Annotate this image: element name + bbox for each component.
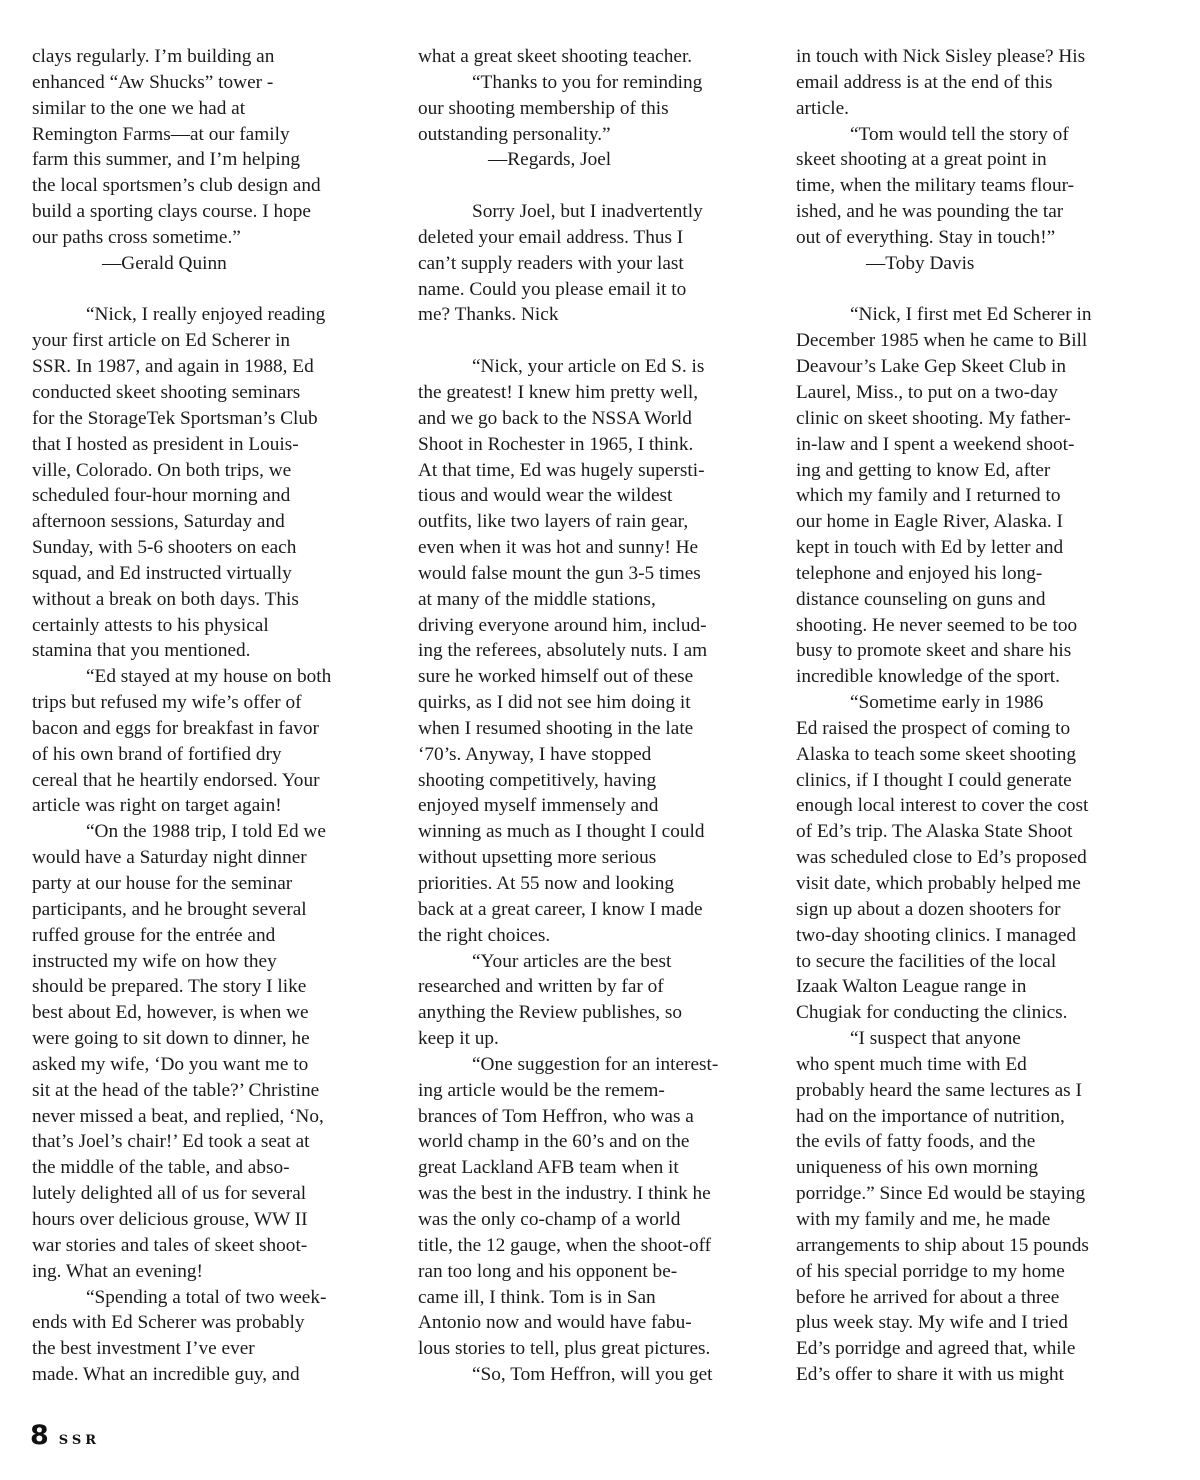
text-line: bacon and eggs for breakfast in favor: [32, 717, 319, 739]
text-line: researched and written by far of: [418, 976, 664, 998]
text-line: lous stories to tell, plus great pictures.: [418, 1338, 711, 1360]
text-line: at many of the middle stations,: [418, 588, 656, 610]
text-line: without a break on both days. This: [32, 588, 299, 610]
text-line: sit at the head of the table?’ Christine: [32, 1079, 320, 1101]
text-line: clinics, if I thought I could generate: [796, 769, 1072, 791]
text-line: time, when the military teams flour-: [796, 175, 1075, 197]
text-line: the greatest! I knew him pretty well,: [418, 381, 699, 403]
text-line: “Sometime early in 1986: [850, 692, 1044, 714]
text-line: brances of Tom Heffron, who was a: [418, 1105, 694, 1127]
text-line: arrangements to ship about 15 pounds: [796, 1234, 1089, 1256]
text-line: two-day shooting clinics. I managed: [796, 924, 1077, 946]
text-line: farm this summer, and I’m helping: [32, 149, 301, 171]
text-line: clays regularly. I’m building an: [32, 46, 275, 67]
text-line: sure he worked himself out of these: [418, 666, 694, 688]
text-line: was the best in the industry. I think he: [418, 1183, 711, 1205]
text-line: outstanding personality.”: [418, 123, 611, 145]
text-line: our shooting membership of this: [418, 97, 669, 119]
text-line: the evils of fatty foods, and the: [796, 1131, 1036, 1153]
text-line: came ill, I think. Tom is in San: [418, 1286, 656, 1308]
text-line: keep it up.: [418, 1028, 499, 1050]
text-line: hours over delicious grouse, WW II: [32, 1208, 308, 1230]
text-line: incredible knowledge of the sport.: [796, 666, 1060, 688]
text-line: should be prepared. The story I like: [32, 976, 307, 998]
paragraph-gap: [32, 277, 394, 303]
page-number: 8: [30, 1420, 49, 1451]
text-line: tious and would wear the wildest: [418, 485, 673, 507]
text-line: cereal that he heartily endorsed. Your: [32, 769, 320, 791]
paragraph-gap: [418, 328, 774, 354]
text-line: name. Could you please email it to: [418, 278, 687, 300]
text-line: At that time, Ed was hugely supersti-: [418, 459, 705, 481]
text-line: out of everything. Stay in touch!”: [796, 226, 1056, 248]
text-line: Deavour’s Lake Gep Skeet Club in: [796, 356, 1067, 378]
text-line: the local sportsmen’s club design and: [32, 175, 321, 197]
text-line: the right choices.: [418, 924, 551, 946]
text-line: Remington Farms—at our family: [32, 123, 290, 145]
text-line: without upsetting more serious: [418, 847, 657, 869]
text-line: ing the referees, absolutely nuts. I am: [418, 640, 708, 662]
text-line: and we go back to the NSSA World: [418, 407, 692, 429]
text-line: that I hosted as president in Louis-: [32, 433, 299, 455]
text-line: outfits, like two layers of rain gear,: [418, 511, 689, 533]
text-line: build a sporting clays course. I hope: [32, 201, 311, 223]
text-line: of Ed’s trip. The Alaska State Shoot: [796, 821, 1073, 843]
text-line: war stories and tales of skeet shoot-: [32, 1234, 308, 1256]
text-line: before he arrived for about a three: [796, 1286, 1060, 1308]
text-line: similar to the one we had at: [32, 97, 246, 119]
text-line: distance counseling on guns and: [796, 588, 1046, 610]
text-line: title, the 12 gauge, when the shoot-off: [418, 1234, 712, 1256]
text-line: “Nick, I really enjoyed reading: [86, 304, 326, 326]
text-line: had on the importance of nutrition,: [796, 1105, 1065, 1127]
text-line: afternoon sessions, Saturday and: [32, 511, 285, 533]
magazine-name: SSR: [58, 1433, 101, 1448]
text-line: were going to sit down to dinner, he: [32, 1028, 310, 1050]
text-line: in-law and I spent a weekend shoot-: [796, 433, 1075, 455]
text-line: your first article on Ed Scherer in: [32, 330, 291, 352]
text-line: stamina that you mentioned.: [32, 640, 251, 662]
text-line: Sunday, with 5-6 shooters on each: [32, 537, 297, 559]
text-line: Laurel, Miss., to put on a two-day: [796, 381, 1058, 403]
text-line: even when it was hot and sunny! He: [418, 537, 699, 559]
text-line: made. What an incredible guy, and: [32, 1364, 300, 1386]
text-line: Antonio now and would have fabu-: [418, 1312, 692, 1334]
text-line: ing. What an evening!: [32, 1260, 203, 1282]
text-line: Alaska to teach some skeet shooting: [796, 743, 1077, 765]
text-line: participants, and he brought several: [32, 898, 307, 920]
text-line: ran too long and his opponent be-: [418, 1260, 678, 1282]
text-line: priorities. At 55 now and looking: [418, 873, 674, 894]
text-line: kept in touch with Ed by letter and: [796, 537, 1064, 559]
text-line: enjoyed myself immensely and: [418, 795, 659, 817]
text-line: shooting competitively, having: [418, 769, 657, 791]
text-line: in touch with Nick Sisley please? His: [796, 46, 1086, 67]
text-line: ished, and he was pounding the tar: [796, 201, 1064, 223]
text-line: visit date, which probably helped me: [796, 873, 1081, 894]
text-line: trips but refused my wife’s offer of: [32, 692, 302, 714]
text-line: ‘70’s. Anyway, I have stopped: [418, 743, 652, 765]
text-line: “Your articles are the best: [472, 950, 672, 972]
text-line: of his own brand of fortified dry: [32, 743, 282, 765]
text-line: would false mount the gun 3-5 times: [418, 562, 701, 584]
letter-signature: —Toby Davis: [866, 252, 975, 274]
text-line: was scheduled close to Ed’s proposed: [796, 847, 1087, 869]
text-line: of his special porridge to my home: [796, 1260, 1065, 1282]
text-line: our home in Eagle River, Alaska. I: [796, 511, 1063, 533]
text-line: party at our house for the seminar: [32, 873, 293, 894]
text-line: enhanced “Aw Shucks” tower -: [32, 71, 274, 93]
text-line: “So, Tom Heffron, will you get: [472, 1364, 713, 1386]
text-line: back at a great career, I know I made: [418, 898, 703, 920]
page-footer: [30, 1420, 100, 1451]
text-line: “Thanks to you for reminding: [472, 71, 703, 93]
text-line: uniqueness of his own morning: [796, 1157, 1039, 1179]
text-line: ing and getting to know Ed, after: [796, 459, 1051, 481]
text-line: Ed’s porridge and agreed that, while: [796, 1338, 1076, 1360]
text-line: for the StorageTek Sportsman’s Club: [32, 407, 318, 429]
letter-signature: —Gerald Quinn: [102, 252, 227, 274]
text-line: “On the 1988 trip, I told Ed we: [86, 821, 326, 843]
text-line: Ed raised the prospect of coming to: [796, 717, 1071, 739]
text-line: would have a Saturday night dinner: [32, 847, 307, 869]
text-line: probably heard the same lectures as I: [796, 1079, 1082, 1101]
text-line: plus week stay. My wife and I tried: [796, 1312, 1068, 1334]
text-line: Shoot in Rochester in 1965, I think.: [418, 433, 694, 455]
text-line: great Lackland AFB team when it: [418, 1157, 679, 1179]
text-line: when I resumed shooting in the late: [418, 717, 694, 739]
text-line: which my family and I returned to: [796, 485, 1061, 507]
text-line: ruffed grouse for the entrée and: [32, 924, 276, 946]
text-line: “Spending a total of two week-: [86, 1286, 327, 1308]
letter-signature: —Regards, Joel: [488, 149, 612, 171]
text-line: article was right on target again!: [32, 795, 282, 817]
text-line: Izaak Walton League range in: [796, 976, 1027, 998]
text-line: porridge.” Since Ed would be staying: [796, 1183, 1086, 1205]
text-line: deleted your email address. Thus I: [418, 226, 684, 248]
text-line: world champ in the 60’s and on the: [418, 1131, 690, 1153]
text-line: sign up about a dozen shooters for: [796, 898, 1061, 920]
paragraph-gap: [796, 277, 1152, 303]
text-line: asked my wife, ‘Do you want me to: [32, 1053, 309, 1075]
text-line: skeet shooting at a great point in: [796, 149, 1047, 171]
text-line: what a great skeet shooting teacher.: [418, 46, 693, 67]
text-line: “Tom would tell the story of: [850, 123, 1069, 145]
text-line: instructed my wife on how they: [32, 950, 277, 972]
text-line: the middle of the table, and abso-: [32, 1157, 290, 1179]
text-line: anything the Review publishes, so: [418, 1002, 683, 1024]
text-line: enough local interest to cover the cost: [796, 795, 1089, 817]
text-line: who spent much time with Ed: [796, 1053, 1027, 1075]
text-line: article.: [796, 97, 849, 119]
text-line: can’t supply readers with your last: [418, 252, 684, 274]
text-line: squad, and Ed instructed virtually: [32, 562, 292, 584]
paragraph-gap: [418, 173, 774, 199]
article-column-2: [418, 44, 774, 1394]
text-line: telephone and enjoyed his long-: [796, 562, 1043, 584]
text-line: lutely delighted all of us for several: [32, 1183, 307, 1205]
text-line: SSR. In 1987, and again in 1988, Ed: [32, 356, 314, 378]
text-line: “Nick, I first met Ed Scherer in: [850, 304, 1092, 326]
text-line: our paths cross sometime.”: [32, 226, 241, 248]
text-line: me? Thanks. Nick: [418, 304, 559, 326]
text-line: the best investment I’ve ever: [32, 1338, 255, 1360]
text-line: Chugiak for conducting the clinics.: [796, 1002, 1068, 1024]
text-line: busy to promote skeet and share his: [796, 640, 1072, 662]
text-line: scheduled four-hour morning and: [32, 485, 291, 507]
text-line: December 1985 when he came to Bill: [796, 330, 1088, 352]
text-line: Ed’s offer to share it with us might: [796, 1364, 1064, 1386]
text-line: email address is at the end of this: [796, 71, 1053, 93]
text-line: “Ed stayed at my house on both: [86, 666, 332, 688]
text-line: clinic on skeet shooting. My father-: [796, 407, 1071, 429]
text-line: driving everyone around him, includ-: [418, 614, 707, 636]
text-line: “One suggestion for an interest-: [472, 1053, 719, 1075]
text-line: never missed a beat, and replied, ‘No,: [32, 1105, 324, 1127]
text-line: ville, Colorado. On both trips, we: [32, 459, 292, 481]
text-line: Sorry Joel, but I inadvertently: [472, 201, 703, 223]
text-line: best about Ed, however, is when we: [32, 1002, 309, 1024]
text-line: with my family and me, he made: [796, 1208, 1051, 1230]
text-line: conducted skeet shooting seminars: [32, 381, 301, 403]
text-line: ing article would be the remem-: [418, 1079, 665, 1101]
text-line: “I suspect that anyone: [850, 1028, 1021, 1050]
article-column-1: [32, 44, 394, 1394]
text-line: “Nick, your article on Ed S. is: [472, 356, 705, 378]
text-line: certainly attests to his physical: [32, 614, 269, 636]
text-line: was the only co-champ of a world: [418, 1208, 681, 1230]
article-column-3: [796, 44, 1152, 1394]
text-line: that’s Joel’s chair!’ Ed took a seat at: [32, 1131, 310, 1153]
text-line: ends with Ed Scherer was probably: [32, 1312, 305, 1334]
text-line: winning as much as I thought I could: [418, 821, 705, 843]
text-line: quirks, as I did not see him doing it: [418, 692, 691, 714]
text-line: shooting. He never seemed to be too: [796, 614, 1078, 636]
text-line: to secure the facilities of the local: [796, 950, 1057, 972]
